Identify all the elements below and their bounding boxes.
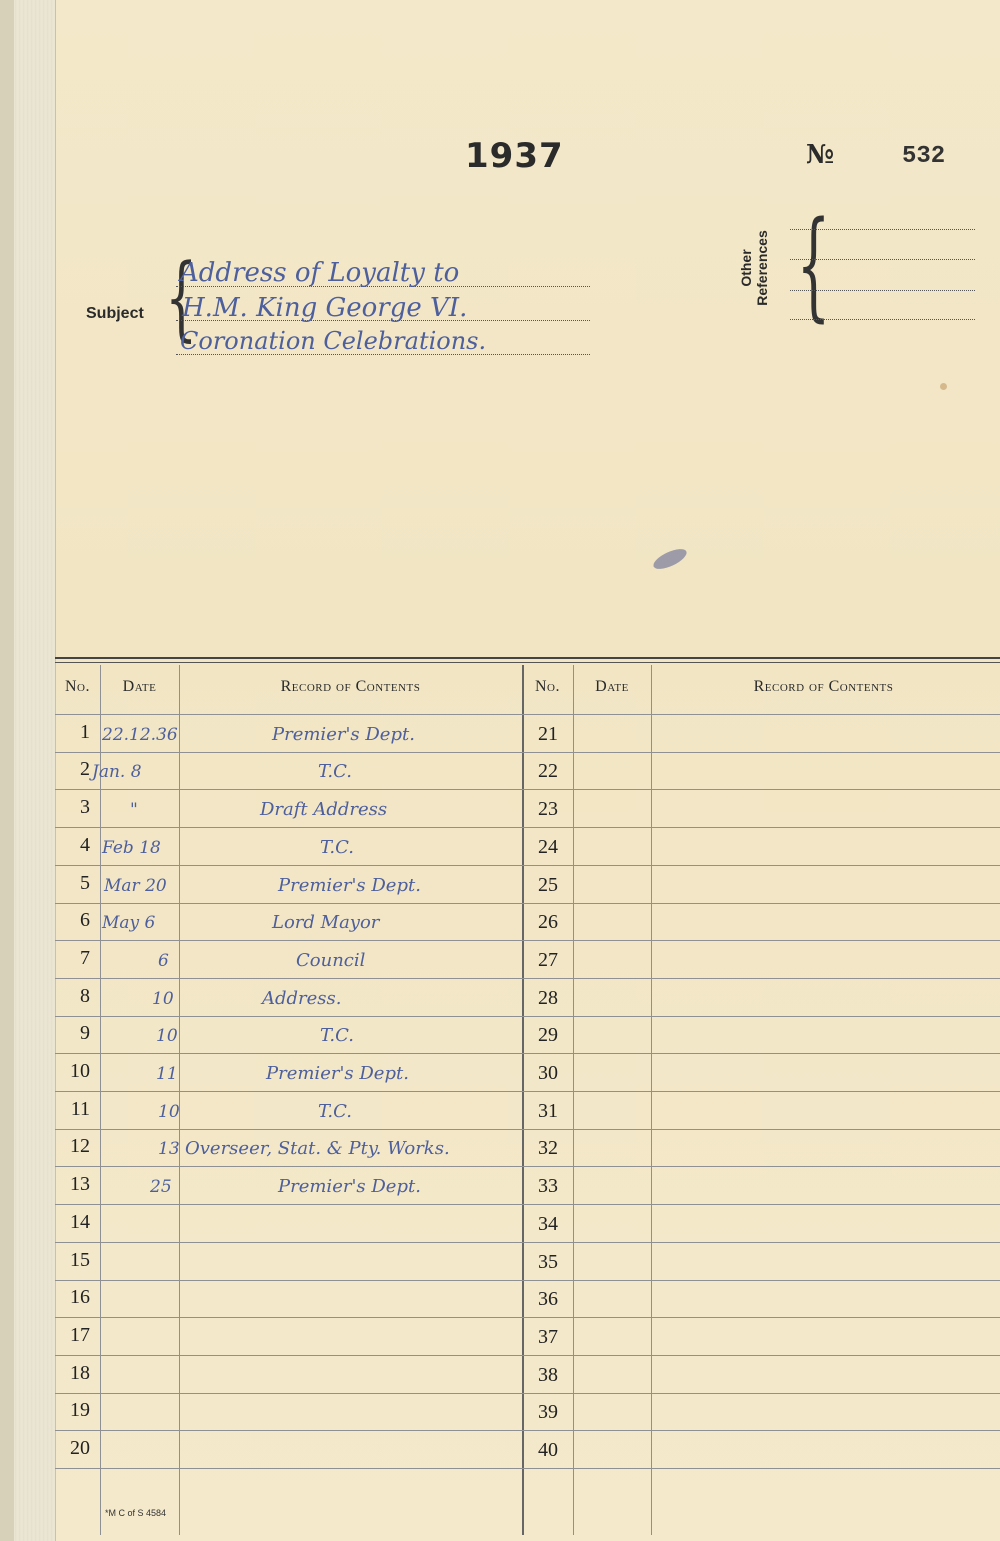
other-references-line-2: References [754,230,770,306]
row-number-left: 17 [70,1324,90,1346]
subject-line-1: Address of Loyalty to [180,258,460,288]
row-record-left: T.C. [320,837,354,858]
row-number-right: 39 [538,1401,558,1423]
row-date-left: 11 [156,1064,178,1084]
subject-rule-1 [176,286,590,287]
row-number-right: 24 [538,836,558,858]
row-number-left: 1 [80,721,90,743]
row-date-left: 13 [158,1139,180,1159]
row-date-left: Jan. 8 [92,762,142,782]
col-rule-center [522,665,524,1535]
row-rule [55,1016,1000,1017]
row-number-left: 5 [80,872,90,894]
row-rule [55,1129,1000,1130]
table-top-rule [55,662,1000,663]
other-references-line-1: Other [738,249,754,287]
row-number-right: 28 [538,987,558,1009]
row-number-right: 37 [538,1326,558,1348]
row-number-left: 10 [70,1060,90,1082]
row-number-left: 13 [70,1173,90,1195]
row-rule [55,1280,1000,1281]
row-number-right: 23 [538,798,558,820]
row-record-left: Council [296,950,366,971]
row-rule [55,1317,1000,1318]
row-rule [55,1355,1000,1356]
ink-blot [651,545,690,573]
row-date-left: 10 [156,1026,178,1046]
row-record-left: Premier's Dept. [278,875,421,896]
header-record-right: Record of Contents [753,678,894,695]
binding-edge [0,0,14,1541]
form-code: *M C of S 4584 [105,1508,167,1518]
row-number-left: 4 [80,834,90,856]
reference-rule-2 [790,259,975,260]
subject-line-2: H.M. King George VI. [182,293,468,323]
row-rule [55,1430,1000,1431]
row-rule [55,1242,1000,1243]
row-rule [55,1468,1000,1469]
reference-rule-4 [790,319,975,320]
row-record-left: T.C. [318,761,352,782]
row-record-left: Overseer, Stat. & Pty. Works. [185,1138,450,1159]
row-number-left: 12 [70,1135,90,1157]
col-rule-right-date [651,665,652,1535]
subject-rule-2 [176,320,590,321]
row-date-left: 22.12.36 [102,725,178,745]
row-number-left: 15 [70,1249,90,1271]
references-brace: { [796,195,831,333]
row-rule [55,978,1000,979]
row-number-right: 22 [538,760,558,782]
row-record-left: T.C. [318,1101,352,1122]
row-rule [55,1166,1000,1167]
col-rule-left-date [179,665,180,1535]
row-number-right: 36 [538,1288,558,1310]
row-number-right: 30 [538,1062,558,1084]
row-number-right: 31 [538,1100,558,1122]
row-number-right: 33 [538,1175,558,1197]
row-number-right: 35 [538,1251,558,1273]
row-number-left: 16 [70,1286,90,1308]
subject-rule-3 [176,354,590,355]
row-number-left: 18 [70,1362,90,1384]
reference-rule-3 [790,290,975,291]
subject-brace: { [165,244,198,351]
row-rule [55,865,1000,866]
number-symbol: № [806,140,835,170]
row-date-left: May 6 [102,913,156,933]
row-record-left: T.C. [320,1025,354,1046]
row-number-left: 19 [70,1399,90,1421]
row-number-left: 6 [80,909,90,931]
row-record-left: Premier's Dept. [272,724,415,745]
row-rule [55,1204,1000,1205]
row-rule [55,789,1000,790]
row-number-left: 9 [80,1022,90,1044]
other-references-label [738,218,770,318]
row-number-left: 8 [80,985,90,1007]
row-rule [55,1091,1000,1092]
row-record-left: Premier's Dept. [266,1063,409,1084]
row-date-left: 10 [152,989,174,1009]
row-rule [55,827,1000,828]
row-date-left: 10 [158,1102,180,1122]
header-no-left: No. [65,678,90,695]
row-number-left: 2 [80,758,90,780]
reference-rule-1 [790,229,975,230]
row-number-right: 34 [538,1213,558,1235]
row-number-right: 29 [538,1024,558,1046]
col-rule-right-no [573,665,574,1535]
row-rule [55,903,1000,904]
row-number-right: 38 [538,1364,558,1386]
row-date-left: " [130,800,138,820]
header-record-left: Record of Contents [280,678,421,695]
header-date-left: Date [122,678,157,695]
row-date-left: 6 [158,951,169,971]
row-number-right: 25 [538,874,558,896]
header-rule [55,714,1000,715]
row-number-left: 7 [80,947,90,969]
row-number-right: 40 [538,1439,558,1461]
subject-label: Subject [86,305,144,322]
row-number-right: 32 [538,1137,558,1159]
header-no-right: No. [535,678,560,695]
subject-line-3: Coronation Celebrations. [180,327,487,355]
row-number-left: 3 [80,796,90,818]
file-number: 532 [902,143,946,170]
row-number-right: 21 [538,723,558,745]
row-number-left: 14 [70,1211,90,1233]
row-rule [55,940,1000,941]
row-number-right: 26 [538,911,558,933]
header-date-right: Date [595,678,629,695]
row-rule [55,752,1000,753]
row-number-left: 20 [70,1437,90,1459]
table-top-border [55,657,1000,659]
row-record-left: Lord Mayor [272,912,380,933]
row-date-left: Mar 20 [104,876,167,896]
row-number-right: 27 [538,949,558,971]
row-record-left: Address. [262,988,342,1009]
row-rule [55,1053,1000,1054]
row-record-left: Draft Address [260,799,388,820]
col-rule-left-no [100,665,101,1535]
paper-spot [940,383,947,390]
row-number-left: 11 [70,1098,90,1120]
row-date-left: Feb 18 [102,838,161,858]
row-record-left: Premier's Dept. [278,1176,421,1197]
row-date-left: 25 [150,1177,172,1197]
row-rule [55,1393,1000,1394]
file-year: 1937 [465,136,564,176]
